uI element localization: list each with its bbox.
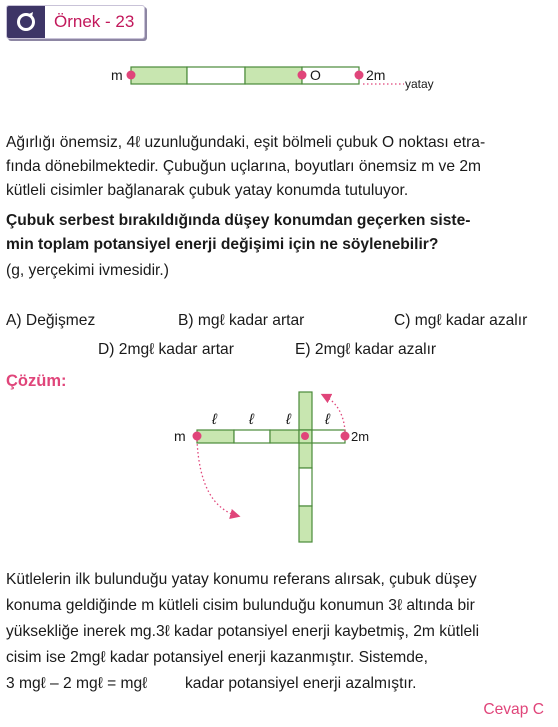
ell-label-2: ℓ [249,411,254,428]
vrod-top [299,392,312,430]
ring-icon [7,6,45,38]
figure-horizontal-rod [0,55,558,100]
label-m: m [111,67,123,83]
problem-line-3: kütleli cisimler bağlanarak çubuk yatay konumda tutuluyor. [6,182,409,199]
solution-line-2: konuma geldiğinde m kütleli cisim bulunduğu konumun 3ℓ altında bir [6,597,475,614]
option-b[interactable]: B) mgℓ kadar artar [178,312,305,329]
problem-line-2: fında dönebilmektedir. Çubuğun uçlarına, boyutları önemsiz m ve 2m [6,158,481,175]
hrod-seg-2 [234,430,270,443]
vrod-seg-3 [299,506,312,542]
hrod-seg-4 [312,430,345,443]
option-e[interactable]: E) 2mgℓ kadar azalır [295,341,437,358]
vrod-seg-2 [299,468,312,506]
option-a[interactable]: A) Değişmez [6,312,96,329]
mass-2m-dot [341,432,350,441]
solution-title: Çözüm: [6,372,67,390]
rod-segment-1 [131,67,187,84]
label-o: O [310,67,321,83]
solution-line-4: cisim ise 2mgℓ kadar potansiyel enerji kazanmıştır. Sistemde, [6,649,428,666]
pivot-dot [301,432,309,440]
answer-label: Cevap C [483,701,544,718]
rod-segment-2 [187,67,245,84]
label-2m: 2m [366,67,386,83]
label-yatay: yatay [405,77,434,91]
ell-label-1: ℓ [212,411,217,428]
example-badge [6,5,145,39]
option-d[interactable]: D) 2mgℓ kadar artar [98,341,234,358]
ell-label-3: ℓ [286,411,291,428]
example-title: Örnek - 23 [54,12,135,31]
question-line-1: Çubuk serbest bırakıldığında düşey konumdan geçerken siste- [6,212,471,229]
solution-line-3: yüksekliğe inerek mg.3ℓ kadar potansiyel enerji kaybetmiş, 2m kütleli [6,623,480,640]
option-c[interactable]: C) mgℓ kadar azalır [394,312,528,329]
hrod-seg-1 [197,430,234,443]
solution-line-1: Kütlelerin ilk bulunduğu yatay konumu referans alırsak, çubuk düşey [6,571,477,588]
rod-segment-3 [245,67,302,84]
hrod-seg-3 [270,430,299,443]
badge-icon-block [7,6,45,38]
solution-equation: 3 mgℓ – 2 mgℓ = mgℓ [6,675,148,692]
label-m: m [174,428,186,444]
mass-2m-dot [355,71,364,80]
gravity-note: (g, yerçekimi ivmesidir.) [6,262,169,279]
question-line-2: min toplam potansiyel enerji değişimi için ne söylenebilir? [6,236,439,253]
mass-m-dot [127,71,136,80]
pivot-dot [298,71,307,80]
ell-label-4: ℓ [325,411,330,428]
arc-m-down [197,440,238,516]
mass-m-dot [193,432,202,441]
solution-conclusion: kadar potansiyel enerji azalmıştır. [185,675,417,692]
label-2m: 2m [351,429,370,444]
figure-rotation [0,388,558,548]
problem-line-1: Ağırlığı önemsiz, 4ℓ uzunluğundaki, eşit bölmeli çubuk O noktası etra- [6,134,486,151]
